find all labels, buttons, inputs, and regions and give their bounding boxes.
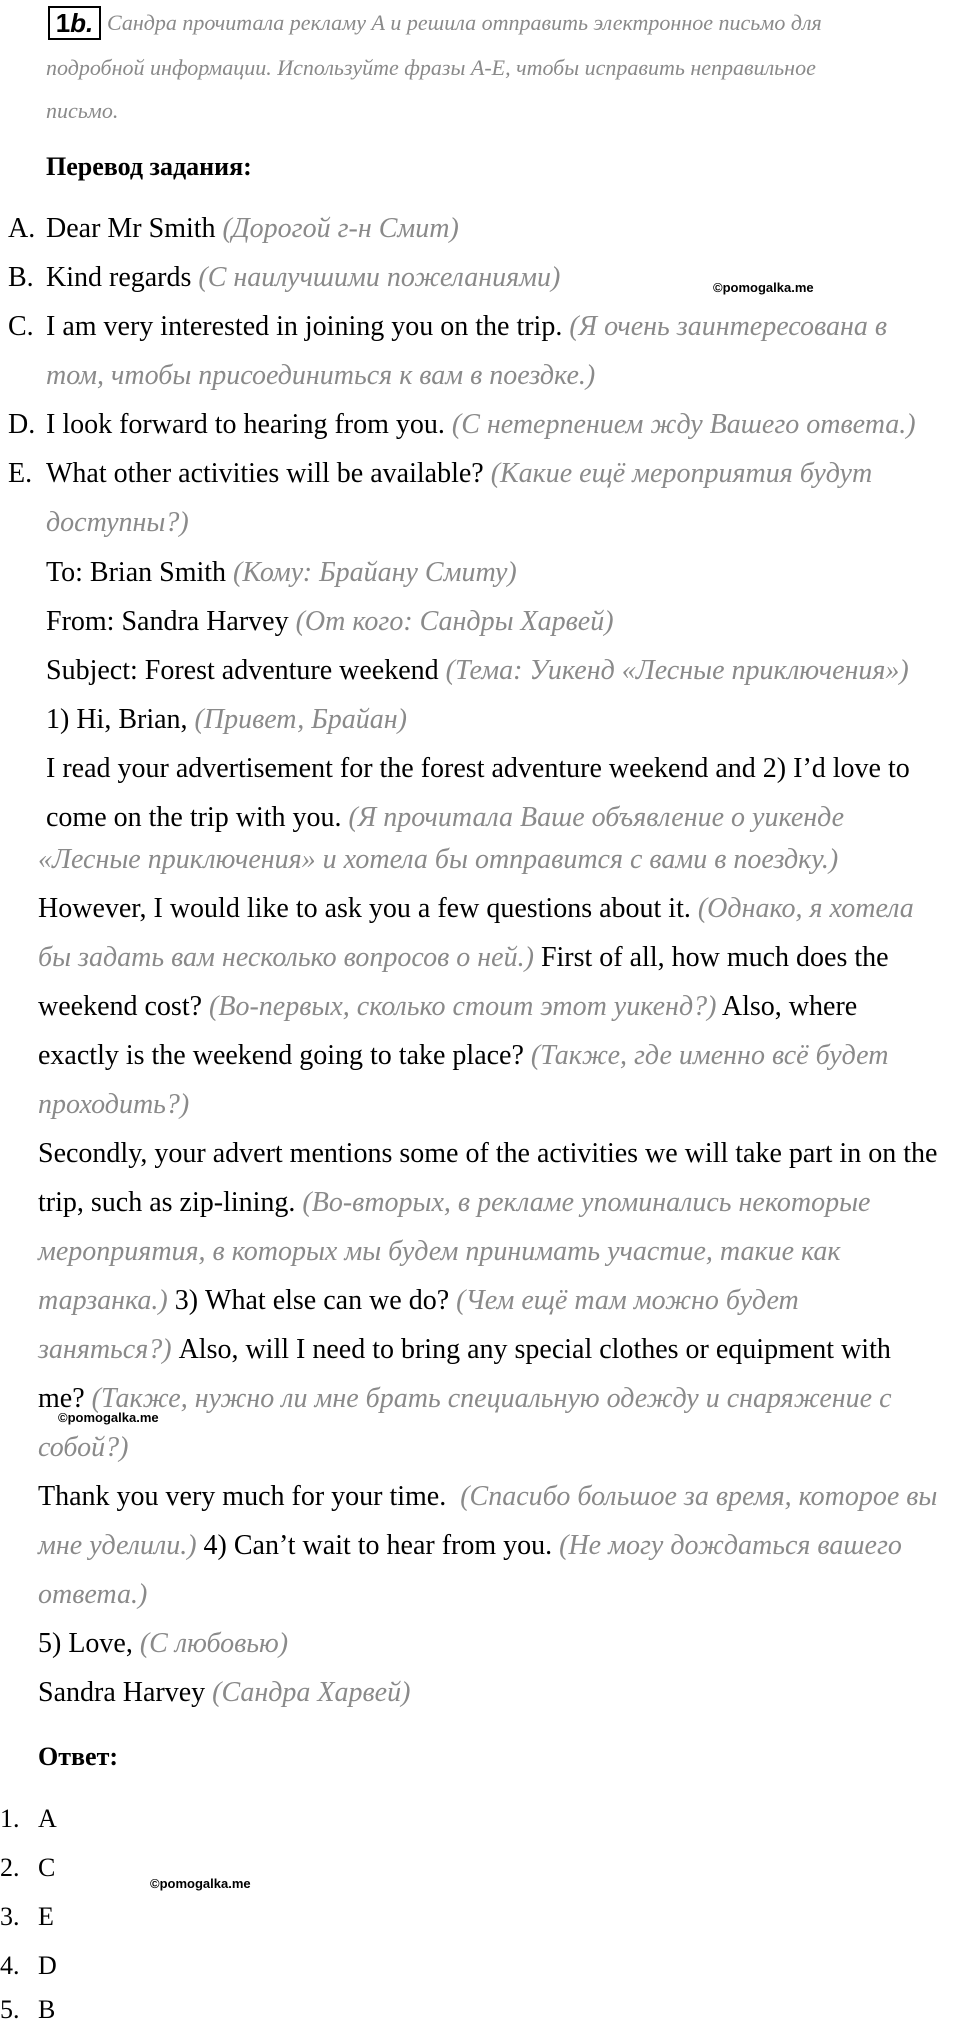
email-greeting-ru: (Привет, Брайан) — [194, 704, 407, 735]
email-p3-line-3: мероприятия, в которых мы будем принимать участие, такие как — [38, 1236, 841, 1267]
email-signature-en: Sandra Harvey — [38, 1677, 206, 1708]
answer-item — [0, 1949, 200, 1983]
email-greeting — [46, 703, 407, 737]
email-p4-line-1 — [38, 1480, 937, 1514]
email-p3-ru: (Чем ещё там можно будет — [456, 1285, 799, 1316]
email-closing — [38, 1627, 288, 1661]
email-p4-ru: мне уделили.) — [38, 1530, 197, 1561]
answer-item — [0, 1993, 200, 2027]
answer-value: A — [38, 1804, 57, 1833]
phrase-en: I am very interested in joining you on the trip. — [46, 311, 563, 342]
email-p3-en: Also, will I need to bring any special clothes or equipment with — [178, 1334, 891, 1365]
answer-item — [0, 1802, 200, 1836]
email-p2-en: However, I would like to ask you a few questions about it. — [38, 893, 691, 924]
watermark: ©pomogalka.me — [150, 1876, 251, 1891]
phrase-e-ru-cont: доступны?) — [46, 507, 189, 538]
email-p2-line-1 — [38, 892, 914, 926]
phrase-letter: C. — [8, 311, 34, 342]
email-p4-en: 4) Can’t wait to hear from you. — [203, 1530, 553, 1561]
phrase-ru: (С нетерпением жду Вашего ответа.) — [451, 409, 916, 440]
answer-number: 1. — [0, 1804, 20, 1833]
instruction-line-3: письмо. — [46, 98, 119, 123]
phrase-en: I look forward to hearing from you. — [46, 409, 445, 440]
email-p1-line-3: «Лесные приключения» и хотела бы отправится с вами в поездку.) — [38, 844, 839, 875]
email-to-ru: (Кому: Брайану Смиту) — [233, 557, 517, 588]
email-p2-en: First of all, how much does the — [540, 942, 889, 973]
email-p3-en: 3) What else can we do? — [174, 1285, 450, 1316]
email-signature-ru: (Сандра Харвей) — [212, 1677, 411, 1708]
answer-number: 5. — [0, 1995, 20, 2024]
email-p2-ru: (Однако, я хотела — [697, 893, 914, 924]
phrase-en: What other activities will be available? — [46, 458, 484, 489]
email-subject-en: Subject: Forest adventure weekend — [46, 655, 439, 686]
email-to-en: To: Brian Smith — [46, 557, 227, 588]
email-p1-en: come on the trip with you. — [46, 802, 342, 833]
email-greeting-en: 1) Hi, Brian, — [46, 704, 188, 735]
instruction-line-1: Сандра прочитала рекламу А и решила отправить электронное письмо для — [107, 10, 822, 35]
answer-value: B — [38, 1995, 56, 2024]
phrase-letter: E. — [8, 458, 33, 489]
phrase-c-ru-cont: том, чтобы присоединиться к вам в поездке.) — [46, 360, 596, 391]
email-p3-line-4 — [38, 1284, 799, 1318]
email-subject — [46, 654, 909, 688]
email-closing-en: 5) Love, — [38, 1628, 133, 1659]
email-p4-en: Thank you very much for your time. — [38, 1481, 447, 1512]
answer-value: D — [38, 1951, 57, 1980]
email-p2-en: exactly is the weekend going to take place? — [38, 1040, 524, 1071]
email-p3-en: trip, such as zip-lining. — [38, 1187, 296, 1218]
email-from-en: From: Sandra Harvey — [46, 606, 289, 637]
email-p3-line-2 — [38, 1186, 870, 1220]
email-p2-line-5: проходить?) — [38, 1089, 190, 1120]
email-p2-line-3 — [38, 990, 857, 1024]
email-p1-line-2 — [46, 801, 844, 835]
phrase-ru: (Какие ещё мероприятия будут — [490, 458, 873, 489]
answer-value: C — [38, 1853, 56, 1882]
watermark: ©pomogalka.me — [58, 1410, 159, 1425]
phrase-ru: (Дорогой г-н Смит) — [222, 213, 459, 244]
answer-heading: Ответ: — [38, 1742, 119, 1771]
email-p2-en: Also, where — [721, 991, 858, 1022]
answer-number: 2. — [0, 1853, 20, 1882]
email-p3-line-7: собой?) — [38, 1432, 129, 1463]
translation-heading: Перевод задания: — [46, 152, 252, 181]
email-p2-ru: (Во-первых, сколько стоит этот уикенд?) — [209, 991, 717, 1022]
watermark: ©pomogalka.me — [713, 280, 814, 295]
email-p4-ru: (Не могу дождаться вашего — [559, 1530, 902, 1561]
email-closing-ru: (С любовью) — [139, 1628, 289, 1659]
email-p2-ru: (Также, где именно всё будет — [530, 1040, 889, 1071]
task-number-badge — [48, 6, 101, 40]
email-p3-line-1: Secondly, your advert mentions some of the activities we will take part in on the — [38, 1138, 938, 1169]
email-p2-ru: бы задать вам несколько вопросов о ней.) — [38, 942, 534, 973]
email-p3-ru: тарзанка.) — [38, 1285, 168, 1316]
email-from-ru: (От кого: Сандры Харвей) — [295, 606, 614, 637]
phrase-letter: B. — [8, 262, 34, 293]
email-p3-ru: (Во-вторых, в рекламе упоминались некоторые — [302, 1187, 871, 1218]
email-p2-en: weekend cost? — [38, 991, 203, 1022]
email-p1-ru: (Я прочитала Ваше объявление о уикенде — [348, 802, 845, 833]
task-number: 1 — [55, 8, 71, 38]
email-subject-ru: (Тема: Уикенд «Лесные приключения») — [445, 655, 909, 686]
email-p4-line-2 — [38, 1529, 902, 1563]
phrase-ru: (Я очень заинтересована в — [569, 311, 888, 342]
answer-number: 4. — [0, 1951, 20, 1980]
answer-number: 3. — [0, 1902, 20, 1931]
answer-value: E — [38, 1902, 54, 1931]
email-p3-ru: (Также, нужно ли мне брать специальную одежду и снаряжение с — [91, 1383, 892, 1414]
phrase-en: Dear Mr Smith — [46, 213, 216, 244]
phrase-ru: (С наилучшими пожеланиями) — [198, 262, 561, 293]
email-p2-line-2 — [38, 941, 889, 975]
email-p2-line-4 — [38, 1039, 888, 1073]
email-p3-line-5 — [38, 1333, 891, 1367]
instruction-line-2: подробной информации. Используйте фразы А-Е, чтобы исправить неправильное — [46, 55, 816, 80]
task-letter: b. — [70, 8, 94, 38]
email-p1-line-1: I read your advertisement for the forest adventure weekend and 2) I’d love to — [46, 753, 910, 784]
email-signature — [38, 1676, 410, 1710]
email-p3-en: me? — [38, 1383, 85, 1414]
email-p4-line-3: ответа.) — [38, 1579, 148, 1610]
email-to — [46, 556, 517, 590]
email-p3-ru: заняться?) — [38, 1334, 172, 1365]
answer-item — [0, 1900, 200, 1934]
email-p3-line-6 — [38, 1382, 892, 1416]
phrase-letter: A. — [8, 213, 36, 244]
email-from — [46, 605, 614, 639]
phrase-letter: D. — [8, 409, 36, 440]
email-p4-ru: (Спасибо большое за время, которое вы — [460, 1481, 938, 1512]
phrase-en: Kind regards — [46, 262, 192, 293]
